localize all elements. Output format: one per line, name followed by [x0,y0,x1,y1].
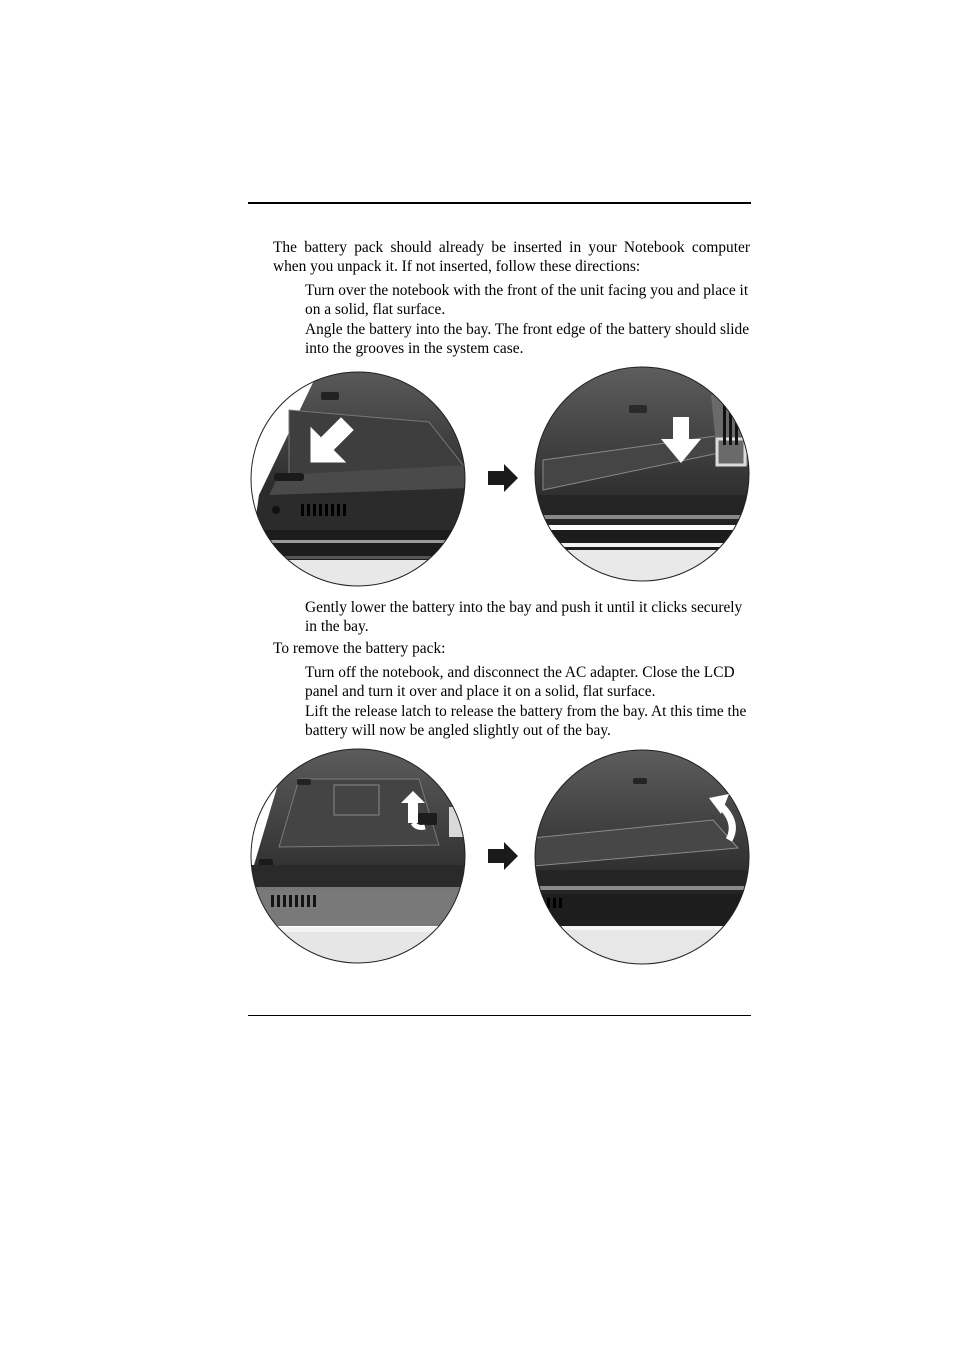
insert-angle-photo [249,370,467,588]
intro-paragraph: The battery pack should already be inserted in your Notebook computer when you unpack it. If not inserted, follow these directions: [273,239,750,275]
remove-latch-photo [249,747,467,965]
remove-heading: To remove the battery pack: [273,640,446,657]
insert-step-1: Turn over the notebook with the front of the unit facing you and place it on a solid, flat surface. [305,282,749,318]
header-rule [248,202,751,204]
remove-step-2: Lift the release latch to release the battery from the bay. At this time the battery will now be angled slightly out of the bay. [305,703,747,739]
right-arrow-icon [488,842,518,870]
footer-rule [248,1015,751,1016]
insert-lower-photo [533,365,751,583]
insert-step-3: Gently lower the battery into the bay and push it until it clicks securely in the bay. [305,599,743,635]
remove-lift-photo [533,748,751,966]
remove-step-1: Turn off the notebook, and disconnect the AC adapter. Close the LCD panel and turn it over and place it on a solid, flat surface. [305,664,735,700]
right-arrow-icon [488,464,518,492]
insert-step-2: Angle the battery into the bay. The front edge of the battery should slide into the grooves in the system case. [305,321,750,357]
